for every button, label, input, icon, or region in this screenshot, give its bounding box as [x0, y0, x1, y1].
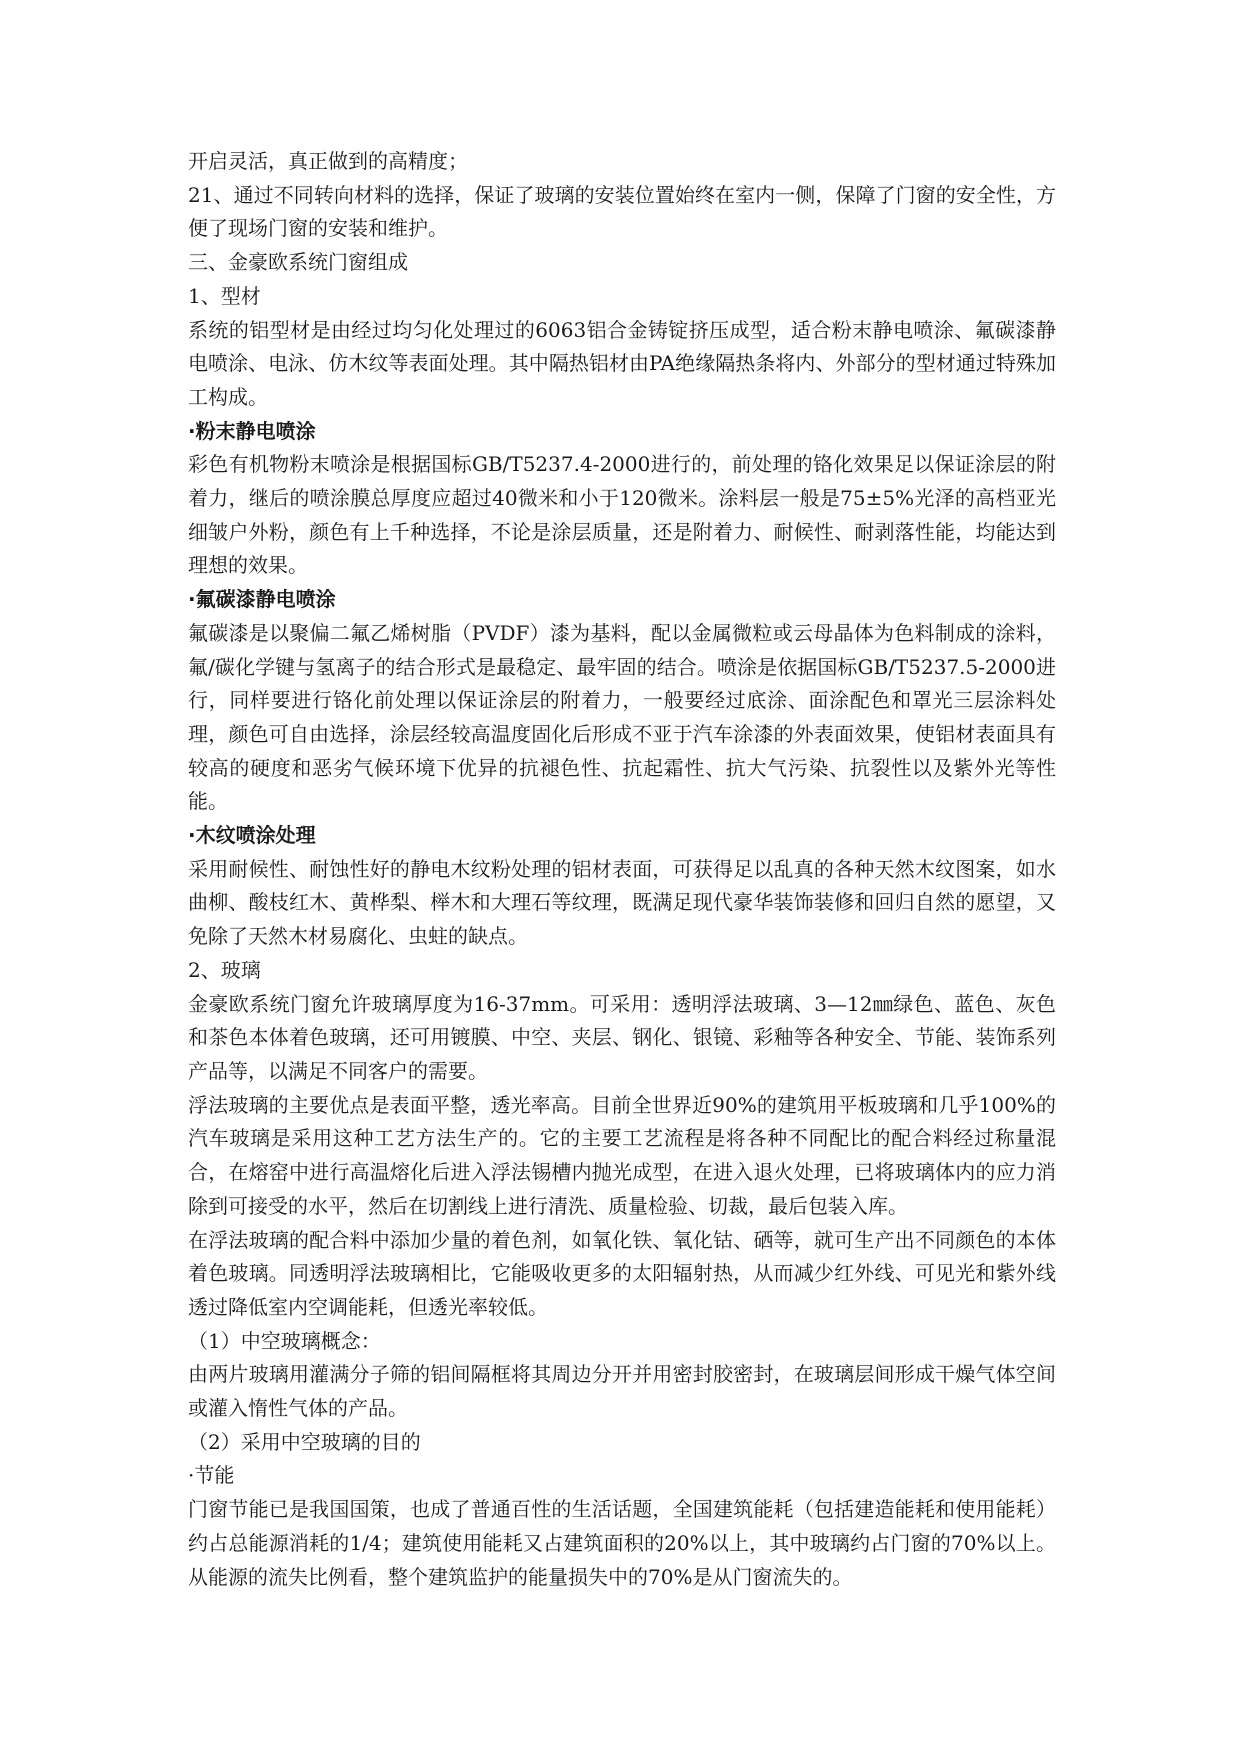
text-paragraph: 采用耐候性、耐蚀性好的静电木纹粉处理的铝材表面，可获得足以乱真的各种天然木纹图案，如水曲柳、酸枝红木、黄桦梨、榉木和大理石等纹理，既满足现代豪华装饰装修和回归自然的愿望，又免除了天然木材易腐化、虫蛀的缺点。: [188, 856, 1056, 949]
text-paragraph: 系统的铝型材是由经过均匀化处理过的6063铝合金铸锭挤压成型，适合粉末静电喷涂、氟碳漆静电喷涂、电泳、仿木纹等表面处理。其中隔热铝材由PA绝缘隔热条将内、外部分的型材通过特殊加工构成。: [188, 317, 1056, 409]
text-paragraph: 浮法玻璃的主要优点是表面平整，透光率高。目前全世界近90%的建筑用平板玻璃和几乎100%的汽车玻璃是采用这种工艺方法生产的。它的主要工艺流程是将各种不同配比的配合料经过称量混合，在熔窑中进行高温熔化后进入浮法锡槽内抛光成型，在进入退火处理，已将玻璃体内的应力消除到可接受的水平，然后在切割线上进行清洗、质量检验、切裁，最后包装入库。: [188, 1092, 1056, 1218]
section-heading: 三、金豪欧系统门窗组成: [188, 250, 408, 275]
text-paragraph: 彩色有机物粉末喷涂是根据国标GB/T5237.4-2000进行的，前处理的铬化效果足以保证涂层的附着力，继后的喷涂膜总厚度应超过40微米和小于120微米。涂料层一般是75±5%光泽的高档亚光细皱户外粉，颜色有上千种选择，不论是涂层质量，还是附着力、耐候性、耐剥落性能，均能达到理想的效果。: [188, 452, 1056, 578]
document-body: [188, 145, 1056, 1594]
subsection-heading: 1、型材: [188, 283, 261, 308]
text-paragraph: 由两片玻璃用灌满分子筛的铝间隔框将其周边分开并用密封胶密封，在玻璃层间形成干燥气体空间或灌入惰性气体的产品。: [188, 1362, 1056, 1421]
subsection-heading: 2、玻璃: [188, 957, 261, 982]
text-paragraph: 21、通过不同转向材料的选择，保证了玻璃的安装位置始终在室内一侧，保障了门窗的安全性，方便了现场门窗的安装和维护。: [188, 182, 1056, 241]
bold-heading: ·氟碳漆静电喷涂: [188, 587, 336, 612]
bold-heading: ·粉末静电喷涂: [188, 418, 316, 443]
text-paragraph: 金豪欧系统门窗允许玻璃厚度为16-37mm。可采用：透明浮法玻璃、3—12㎜绿色、蓝色、灰色和茶色本体着色玻璃，还可用镀膜、中空、夹层、钢化、银镜、彩釉等各种安全、节能、装饰系列产品等，以满足不同客户的需要。: [188, 991, 1056, 1083]
text-line: 开启灵活，真正做到的高精度；: [188, 149, 468, 173]
text-paragraph: 在浮法玻璃的配合料中添加少量的着色剂，如氧化铁、氧化钴、硒等，就可生产出不同颜色的本体着色玻璃。同透明浮法玻璃相比，它能吸收更多的太阳辐射热，从而减少红外线、可见光和紫外线透过降低室内空调能耗，但透光率较低。: [188, 1227, 1056, 1319]
numbered-heading: （1）中空玻璃概念：: [188, 1328, 381, 1353]
numbered-heading: （2）采用中空玻璃的目的: [188, 1429, 421, 1454]
text-paragraph: 氟碳漆是以聚偏二氟乙烯树脂（PVDF）漆为基料，配以金属微粒或云母晶体为色料制成的涂料，氟/碳化学键与氢离子的结合形式是最稳定、最牢固的结合。喷涂是依据国标GB/T5237.5-2000进行，同样要进行铬化前处理以保证涂层的附着力，一般要经过底涂、面涂配色和罩光三层涂料处理，颜色可自由选择，涂层经较高温度固化后形成不亚于汽车涂漆的外表面效果，使铝材表面具有较高的硬度和恶劣气候环境下优异的抗褪色性、抗起霜性、抗大气污染、抗裂性以及紫外光等性能。: [188, 620, 1056, 814]
bold-heading: ·木纹喷涂处理: [188, 823, 316, 848]
bullet-heading: ·节能: [188, 1463, 235, 1488]
text-paragraph: 门窗节能已是我国国策，也成了普通百性的生活话题，全国建筑能耗（包括建造能耗和使用能耗）约占总能源消耗的1/4；建筑使用能耗又占建筑面积的20%以上，其中玻璃约占门窗的70%以上。从能源的流失比例看，整个建筑监护的能量损失中的70%是从门窗流失的。: [188, 1497, 1056, 1589]
